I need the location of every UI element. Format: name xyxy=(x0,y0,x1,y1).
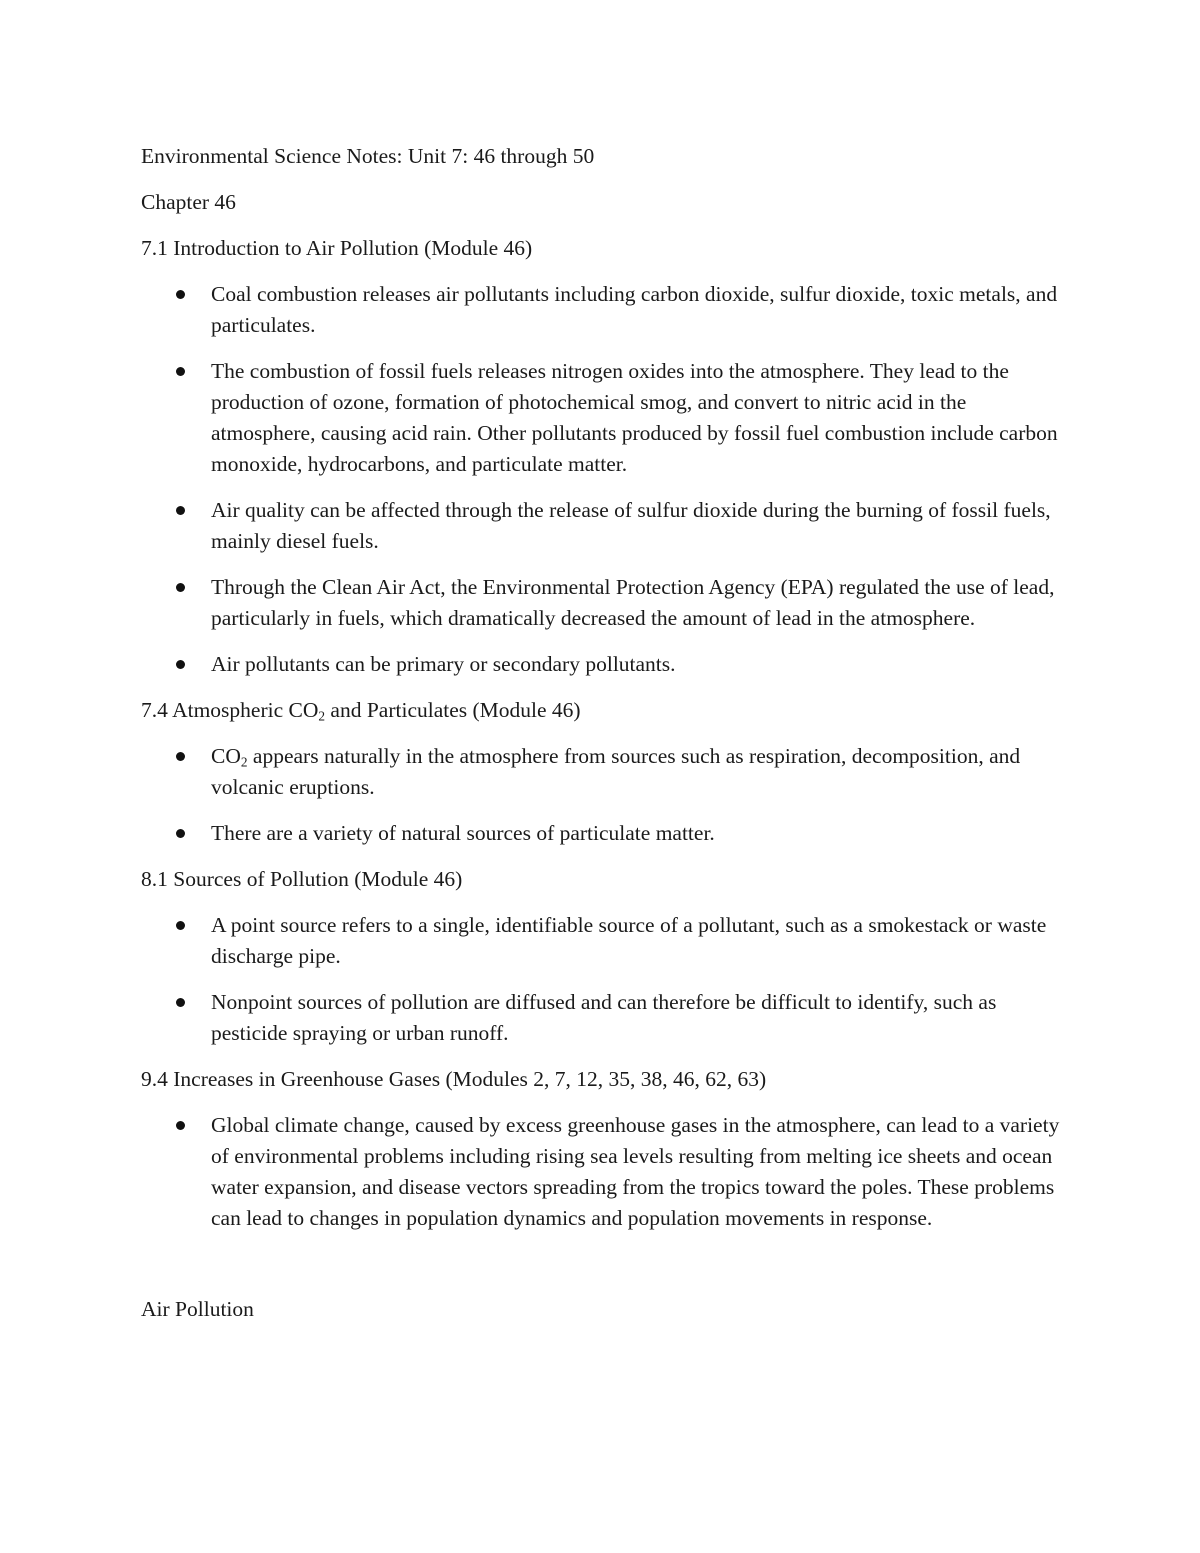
bullet-list-8-1 xyxy=(141,910,1061,1049)
text-part: appears naturally in the atmosphere from sources such as respiration, decomposition, and volcanic eruptions. xyxy=(211,744,1021,799)
final-heading: Air Pollution xyxy=(141,1297,254,1321)
list-item-text: Through the Clean Air Act, the Environmental Protection Agency (EPA) regulated the use of lead, particularly in fuels, which dramatically decreased the amount of lead in the atmosphere. xyxy=(211,575,1055,630)
bullet-icon xyxy=(176,290,185,299)
list-item xyxy=(141,741,1061,803)
list-item xyxy=(141,572,1061,634)
bullet-icon xyxy=(176,367,185,376)
subscript: 2 xyxy=(240,754,248,770)
list-item xyxy=(141,649,1061,680)
document-page xyxy=(141,141,1061,1340)
subscript: 2 xyxy=(318,708,326,724)
list-item xyxy=(141,356,1061,480)
list-item xyxy=(141,495,1061,557)
spacer xyxy=(141,1249,1061,1294)
document-title: Environmental Science Notes: Unit 7: 46 through 50 xyxy=(141,144,595,168)
bullet-icon xyxy=(176,660,185,669)
bullet-icon xyxy=(176,921,185,930)
bullet-icon xyxy=(176,583,185,592)
list-item xyxy=(141,279,1061,341)
heading-text-part: and Particulates (Module 46) xyxy=(325,698,581,722)
list-item-text: The combustion of fossil fuels releases nitrogen oxides into the atmosphere. They lead to the production of ozone, formation of photochemical smog, and convert to nitric acid in the atmosphere, causing acid rain. Other pollutants produced by fossil fuel combustion include carbon monoxide, hydrocarbons, and particulate matter. xyxy=(211,359,1058,476)
list-item-text: A point source refers to a single, identifiable source of a pollutant, such as a smokestack or waste discharge pipe. xyxy=(211,913,1047,968)
chapter-label: Chapter 46 xyxy=(141,190,236,214)
list-item-text: Nonpoint sources of pollution are diffused and can therefore be difficult to identify, such as pesticide spraying or urban runoff. xyxy=(211,990,997,1045)
bullet-icon xyxy=(176,1121,185,1130)
list-item xyxy=(141,818,1061,849)
section-heading-7-1: 7.1 Introduction to Air Pollution (Module 46) xyxy=(141,236,533,260)
list-item-text: Coal combustion releases air pollutants including carbon dioxide, sulfur dioxide, toxic metals, and particulates. xyxy=(211,282,1058,337)
list-item-text: Global climate change, caused by excess greenhouse gases in the atmosphere, can lead to a variety of environmental problems including rising sea levels resulting from melting ice sheets and ocean water expansion, and disease vectors spreading from the tropics toward the poles. These problems can lead to changes in population dynamics and population movements in response. xyxy=(211,1113,1060,1230)
list-item-text xyxy=(211,744,1020,799)
list-item xyxy=(141,910,1061,972)
bullet-icon xyxy=(176,829,185,838)
list-item xyxy=(141,1110,1061,1234)
bullet-icon xyxy=(176,752,185,761)
list-item-text: Air quality can be affected through the release of sulfur dioxide during the burning of fossil fuels, mainly diesel fuels. xyxy=(211,498,1051,553)
list-item-text: Air pollutants can be primary or secondary pollutants. xyxy=(211,652,676,676)
heading-text-part: 7.4 Atmospheric CO xyxy=(141,698,319,722)
section-heading-8-1: 8.1 Sources of Pollution (Module 46) xyxy=(141,867,463,891)
list-item xyxy=(141,987,1061,1049)
bullet-icon xyxy=(176,506,185,515)
text-part: CO xyxy=(211,744,241,768)
bullet-icon xyxy=(176,998,185,1007)
bullet-list-7-1 xyxy=(141,279,1061,680)
list-item-text: There are a variety of natural sources of particulate matter. xyxy=(211,821,715,845)
bullet-list-7-4 xyxy=(141,741,1061,849)
section-heading-7-4 xyxy=(141,695,1061,726)
bullet-list-9-4 xyxy=(141,1110,1061,1234)
section-heading-9-4: 9.4 Increases in Greenhouse Gases (Modules 2, 7, 12, 35, 38, 46, 62, 63) xyxy=(141,1067,767,1091)
